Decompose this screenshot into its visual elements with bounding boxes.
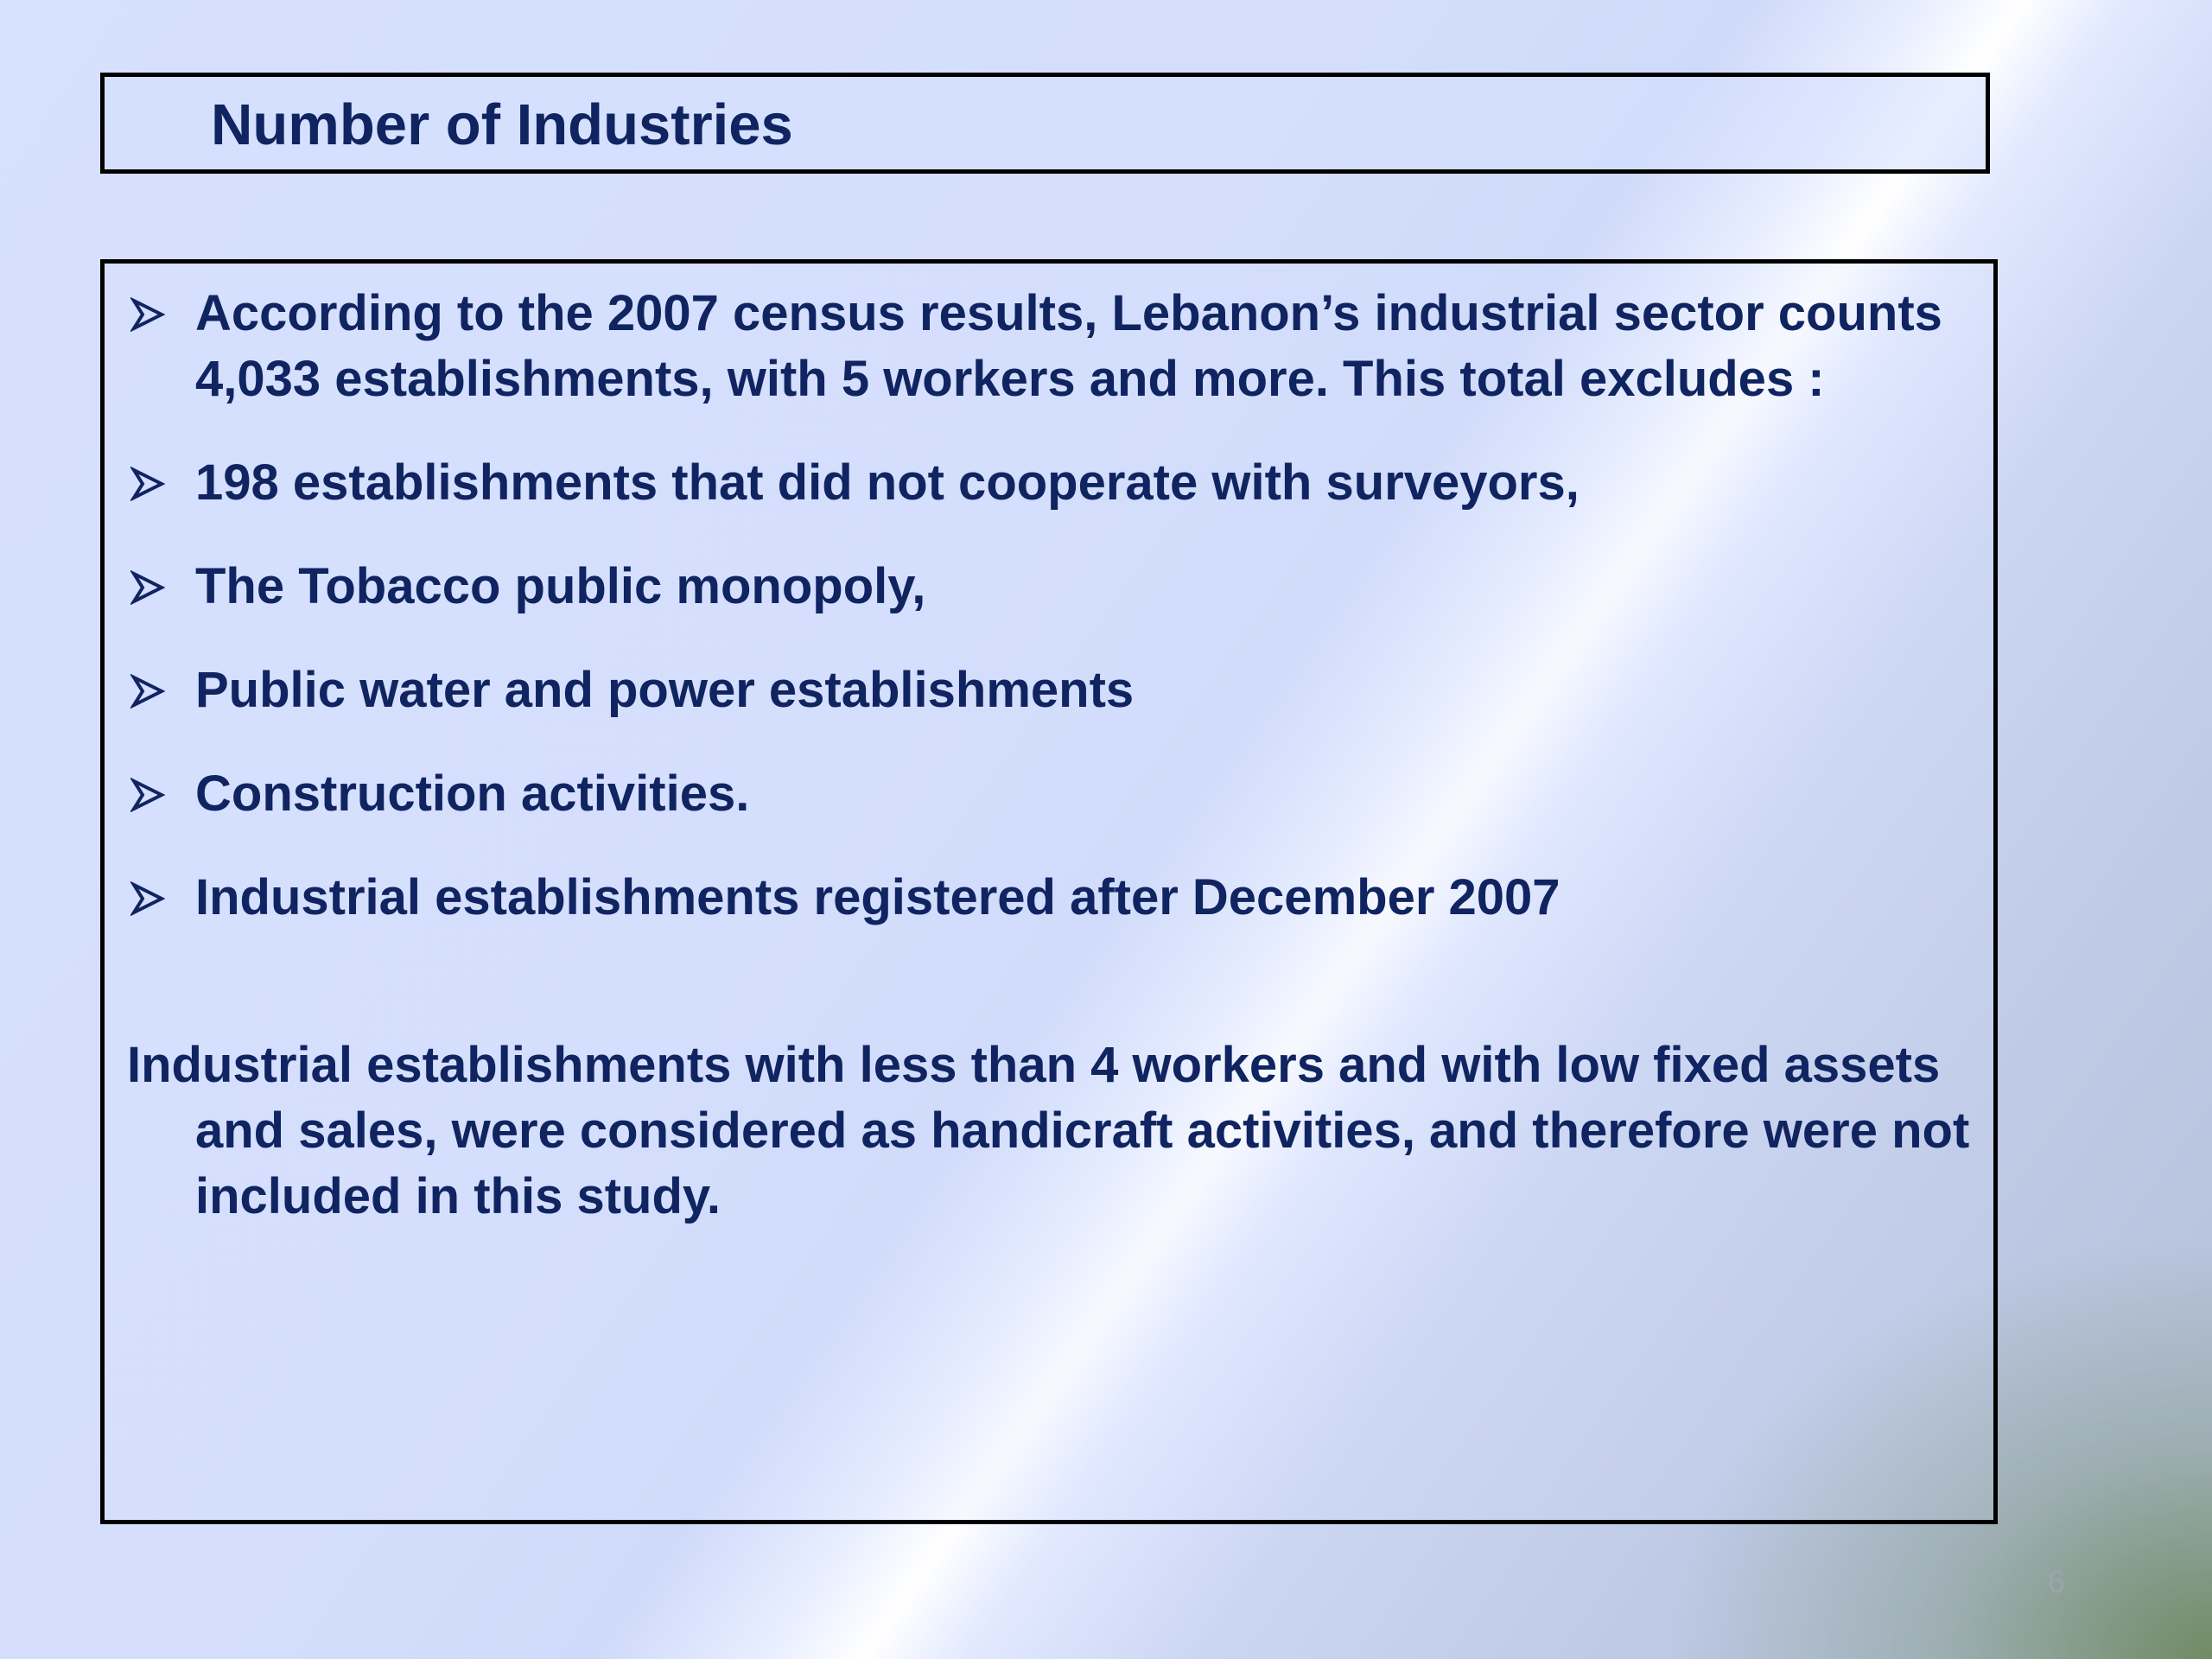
arrow-bullet-icon (130, 881, 165, 916)
bullet-item (105, 450, 1993, 516)
page-number: 6 (2048, 1564, 2066, 1599)
footnote-paragraph: Industrial establishments with less than 4 workers and with low fixed assets and sales, were considered as handicraft activities, and therefore were not included in this study. (127, 1037, 1970, 1224)
slide-title: Number of Industries (211, 92, 793, 157)
bullet-item (105, 761, 1993, 827)
arrow-bullet-icon (130, 297, 165, 332)
bullet-item (105, 554, 1993, 620)
bullet-item (105, 865, 1993, 931)
content-box (100, 259, 1998, 1524)
bullet-item (105, 281, 1993, 412)
bullet-text: 198 establishments that did not cooperate with surveyors, (195, 454, 1580, 511)
bullet-list (105, 281, 1993, 969)
bullet-text: Construction activities. (195, 766, 750, 822)
bullet-item (105, 658, 1993, 723)
arrow-bullet-icon (130, 467, 165, 501)
arrow-bullet-icon (130, 674, 165, 709)
arrow-bullet-icon (130, 570, 165, 605)
bullet-text: Industrial establishments registered after December 2007 (195, 869, 1560, 925)
bullet-text: The Tobacco public monopoly, (195, 558, 926, 614)
bullet-text: Public water and power establishments (195, 662, 1135, 718)
bullet-text: According to the 2007 census results, Lebanon’s industrial sector counts 4,033 establishments, with 5 workers and more. This total excludes : (195, 285, 1942, 407)
title-box (100, 73, 1990, 174)
arrow-bullet-icon (130, 778, 165, 812)
